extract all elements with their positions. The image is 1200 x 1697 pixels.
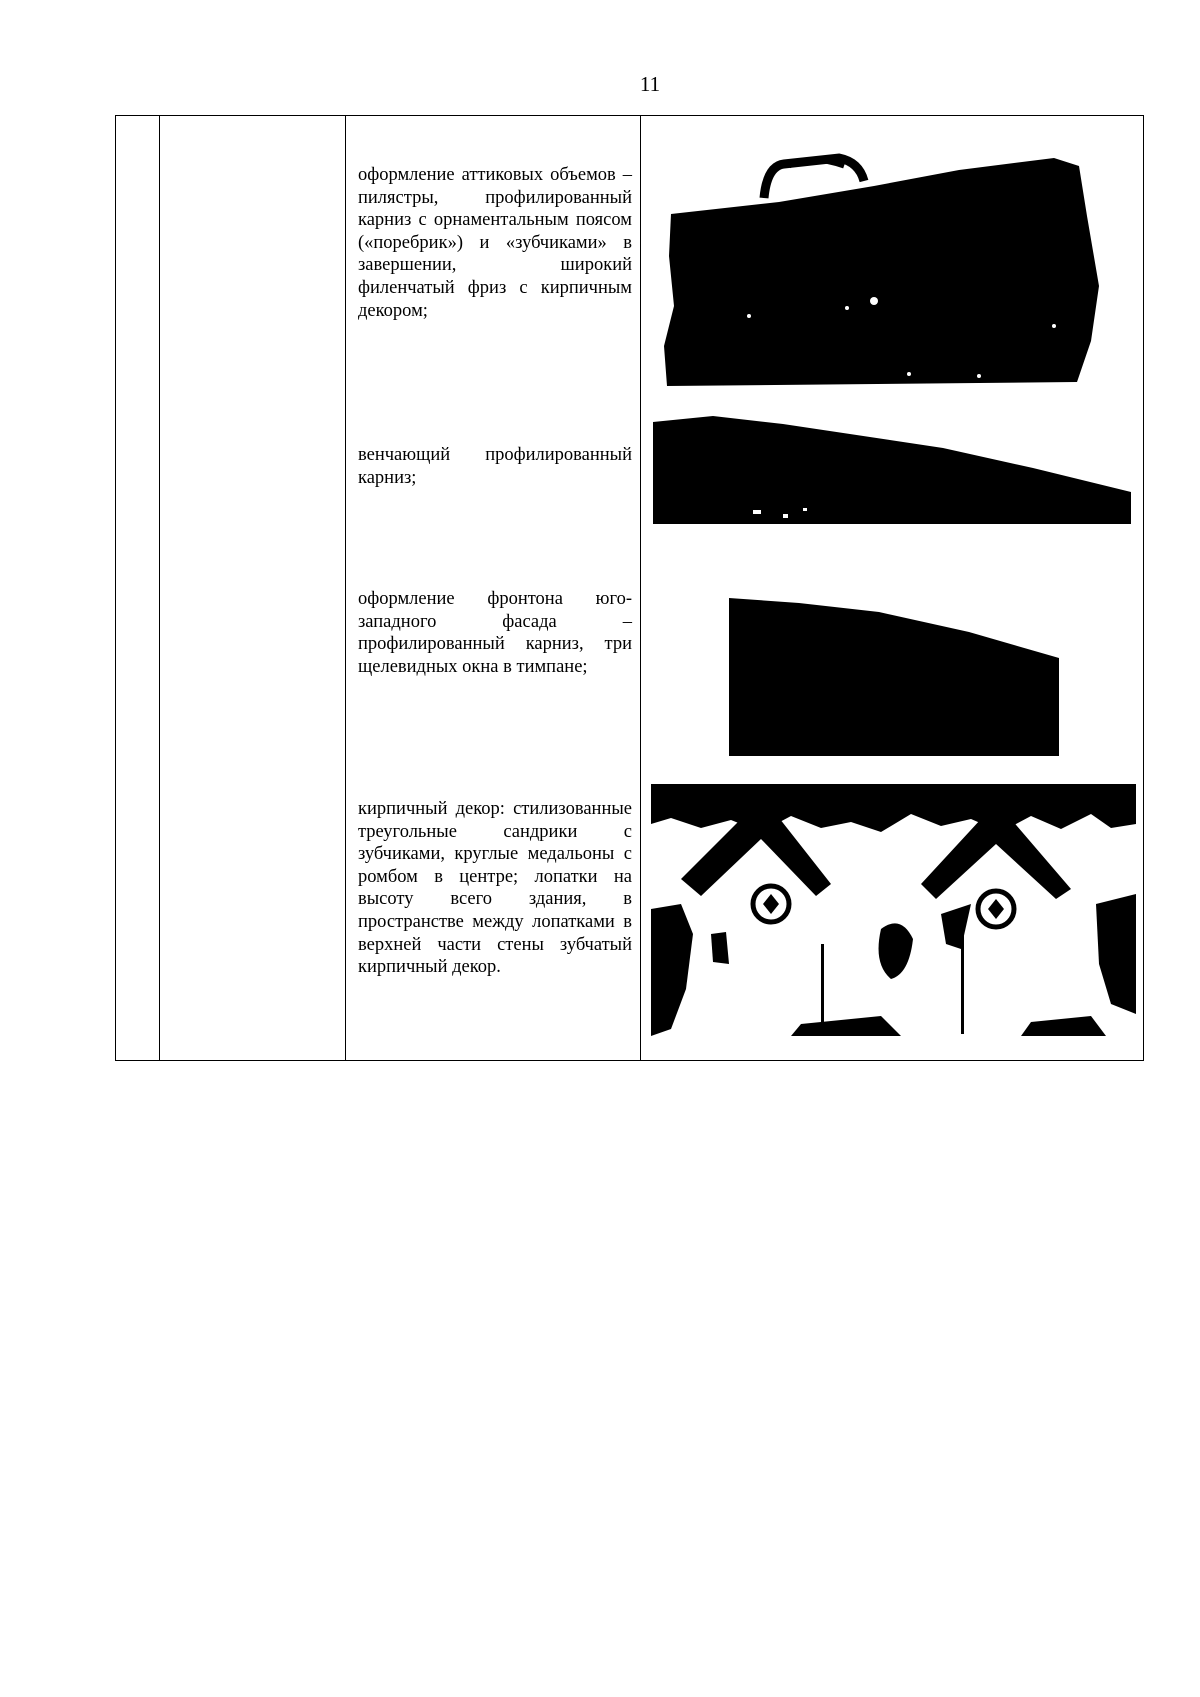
brick-decor-photo-icon xyxy=(651,784,1136,1036)
row-4-description: кирпичный декор: стилизованные треугольные сандрики с зубчиками, круглые медальоны с ромбом в центре; лопатки на высоту всего здания, в пространстве между лопатками в верхней части стены зубчатый кирпичный декор. xyxy=(358,799,632,978)
object-description-table xyxy=(115,115,1144,1061)
photo-column-cell xyxy=(641,116,1144,1061)
name-column-cell xyxy=(160,116,346,1061)
row-2-description: венчающий профилированный карниз; xyxy=(358,445,632,488)
page-number: 11 xyxy=(639,72,661,96)
description-column-cell xyxy=(346,116,641,1061)
row-1-description: оформление аттиковых объемов – пилястры, профилированный карниз с орнаментальным поясом («поребрик») и «зубчиками» в завершении, широкий филенчатый фриз с кирпичным декором; xyxy=(358,165,632,321)
number-column-cell xyxy=(116,116,160,1061)
pediment-photo-icon xyxy=(729,598,1059,756)
crowning-cornice-photo-icon xyxy=(653,414,1131,524)
attic-volume-photo-icon xyxy=(659,136,1114,386)
row-3-description: оформление фронтона юго-западного фасада – профилированный карниз, три щелевидных окна в тимпане; xyxy=(358,589,632,677)
